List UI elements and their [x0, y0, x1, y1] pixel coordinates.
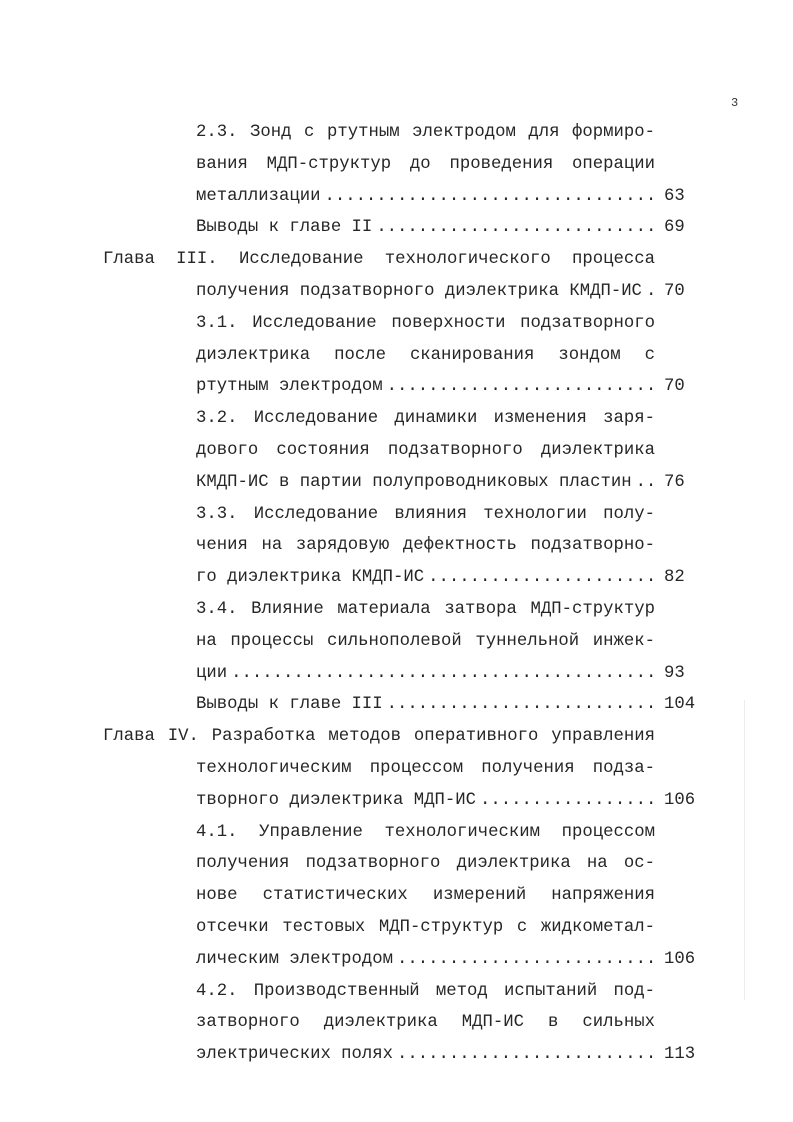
entry-text-line: 4.1. Управление технологическим процессом — [196, 822, 655, 842]
toc-entry-chapter-4 — [0, 721, 793, 816]
entry-text-line: 3.3. Исследование влияния технологии полу- — [196, 504, 655, 524]
entry-text-line: ции — [196, 663, 228, 683]
entry-leader-line — [196, 658, 696, 690]
entry-page-number: 104 — [664, 695, 696, 715]
entry-text-line: чения на зарядовую дефектность подзатворно- — [196, 536, 655, 556]
toc-entry-chapter-3 — [0, 244, 793, 308]
entry-text-line: ртутным электродом — [196, 377, 383, 397]
dot-leader — [387, 689, 655, 721]
table-of-contents — [0, 117, 793, 1071]
dot-leader — [324, 181, 655, 213]
chapter-title-line: Глава III. Исследование технологического процесса — [103, 250, 655, 270]
entry-page-number: 82 — [664, 568, 685, 588]
entry-page-number: 70 — [664, 377, 685, 397]
chapter-title-line: Глава IV. Разработка методов оперативного управления — [103, 727, 655, 747]
toc-entry-section-4-2 — [0, 976, 793, 1071]
entry-leader-line — [196, 1039, 696, 1071]
entry-text-line: Выводы к главе III — [196, 695, 383, 715]
page-number: 3 — [731, 96, 739, 110]
entry-text-line: 3.4. Влияние материала затвора МДП-структур — [196, 599, 655, 619]
entry-text-line: металлизации — [196, 186, 321, 206]
toc-entry-section-3-2 — [0, 403, 793, 498]
entry-leader-line — [196, 562, 696, 594]
entry-page-number: 93 — [664, 663, 685, 683]
entry-leader-line — [196, 212, 696, 244]
entry-leader-line — [196, 944, 696, 976]
toc-entry-section-3-3 — [0, 499, 793, 594]
toc-entry-section-3-1 — [0, 308, 793, 403]
entry-text-line: на процессы сильнополевой туннельной инжек- — [196, 631, 655, 651]
entry-text-line: 3.2. Исследование динамики изменения заря- — [196, 409, 655, 429]
entry-text-line: КМДП-ИС в партии полупроводниковых пластин — [196, 472, 632, 492]
entry-page-number: 69 — [664, 218, 685, 238]
dot-leader — [231, 658, 655, 690]
toc-entry-conclusions-chapter-2 — [0, 212, 793, 244]
dot-leader — [480, 785, 655, 817]
entry-leader-line — [196, 371, 696, 403]
entry-page-number: 63 — [664, 186, 685, 206]
toc-entry-section-3-4 — [0, 594, 793, 689]
entry-page-number: 106 — [664, 790, 696, 810]
dot-leader — [646, 276, 655, 308]
entry-text-line: дового состояния подзатворного диэлектрика — [196, 440, 655, 460]
entry-leader-line — [196, 467, 696, 499]
dot-leader — [428, 562, 655, 594]
dot-leader — [387, 371, 655, 403]
entry-text-line: 2.3. Зонд с ртутным электродом для формиро- — [196, 123, 655, 142]
entry-page-number: 106 — [664, 949, 696, 969]
entry-text-line: технологическим процессом получения подза- — [196, 758, 655, 778]
entry-leader-line — [196, 181, 696, 213]
entry-leader-line — [196, 276, 696, 308]
entry-text-line: Выводы к главе II — [196, 218, 373, 238]
dot-leader — [397, 944, 655, 976]
entry-text-line: отсечки тестовых МДП-структур с жидкометал- — [196, 917, 655, 937]
toc-entry-conclusions-chapter-3 — [0, 689, 793, 721]
entry-page-number: 113 — [664, 1045, 696, 1065]
entry-text-line: получения подзатворного диэлектрика КМДП-ИС — [196, 281, 642, 301]
entry-text-line: получения подзатворного диэлектрика на ос- — [196, 854, 655, 874]
entry-text-line: лическим электродом — [196, 949, 394, 969]
toc-entry-section-2-3 — [0, 117, 793, 212]
entry-text-line: затворного диэлектрика МДП-ИС в сильных — [196, 1013, 655, 1033]
entry-text-line: го диэлектрика КМДП-ИС — [196, 568, 425, 588]
dot-leader — [636, 467, 655, 499]
entry-text-line: электрических полях — [196, 1045, 394, 1065]
entry-text-line: творного диэлектрика МДП-ИС — [196, 790, 477, 810]
entry-leader-line — [196, 785, 696, 817]
entry-text-line: 4.2. Производственный метод испытаний под- — [196, 981, 655, 1001]
entry-page-number: 76 — [664, 472, 685, 492]
entry-page-number: 70 — [664, 281, 685, 301]
toc-entry-section-4-1 — [0, 817, 793, 976]
entry-text-line: нове статистических измерений напряжения — [196, 886, 655, 906]
dot-leader — [376, 212, 655, 244]
entry-text-line: 3.1. Исследование поверхности подзатворного — [196, 313, 655, 333]
entry-text-line: вания МДП-структур до проведения операции — [196, 154, 655, 174]
dot-leader — [397, 1039, 655, 1071]
entry-leader-line — [196, 689, 696, 721]
entry-text-line: диэлектрика после сканирования зондом с — [196, 345, 655, 365]
